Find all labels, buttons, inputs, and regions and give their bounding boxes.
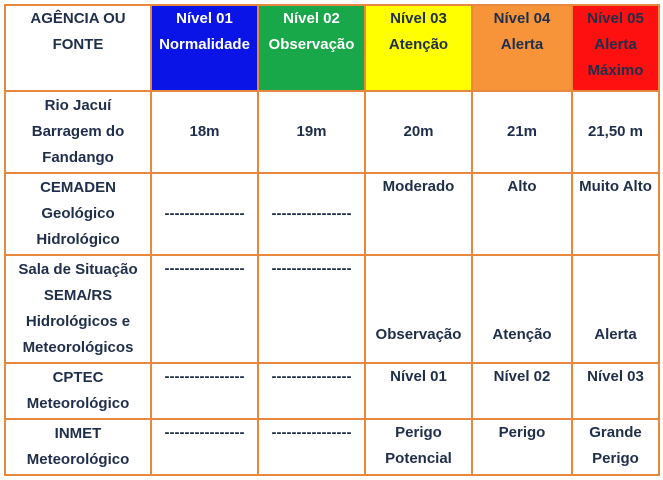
level-01-title: Nível 01 (176, 10, 233, 27)
level-05-label: Alerta (594, 36, 637, 53)
level-03-title: Nível 03 (390, 10, 447, 27)
agency-line: Geológico (41, 205, 115, 222)
level-03-header (365, 5, 472, 91)
level-03-cell: Nível 01 (365, 363, 472, 419)
header-row (5, 5, 659, 91)
table-row (5, 363, 659, 419)
agency-line: Barragem do (31, 123, 125, 140)
agency-header-line: FONTE (52, 36, 104, 53)
level-04-cell: Atenção (472, 255, 572, 363)
agency-line: Meteorológico (26, 395, 130, 412)
level-02-header (258, 5, 365, 91)
level-04-cell: 21m (472, 91, 572, 173)
level-05-cell: Muito Alto (572, 173, 659, 255)
level-05-cell (572, 419, 659, 475)
level-05-cell: Alerta (572, 255, 659, 363)
cell-line: Perigo (592, 450, 639, 467)
level-02-title: Nível 02 (283, 10, 340, 27)
level-02-cell: ---------------- (258, 363, 365, 419)
agency-cell (5, 91, 151, 173)
level-04-title: Nível 04 (493, 10, 551, 27)
agency-line: Fandango (42, 149, 114, 166)
agency-line: CPTEC (52, 369, 104, 386)
table-row (5, 255, 659, 363)
agency-line: Rio Jacuí (44, 97, 112, 114)
level-02-cell: 19m (258, 91, 365, 173)
agency-cell (5, 363, 151, 419)
level-01-cell: ---------------- (151, 419, 258, 475)
level-04-label: Alerta (500, 36, 544, 53)
level-04-cell: Alto (472, 173, 572, 255)
table-row (5, 173, 659, 255)
level-01-cell: ---------------- (151, 363, 258, 419)
level-05-cell: 21,50 m (572, 91, 659, 173)
level-03-cell: Moderado (365, 173, 472, 255)
alert-levels-table (4, 4, 660, 476)
level-02-cell: ---------------- (258, 419, 365, 475)
agency-line: Hidrológicos e (25, 313, 131, 330)
level-01-cell: ---------------- (151, 255, 258, 363)
agency-line: Sala de Situação (18, 261, 138, 278)
level-04-cell: Nível 02 (472, 363, 572, 419)
agency-cell (5, 419, 151, 475)
level-01-label: Normalidade (159, 36, 250, 53)
level-05-header (572, 5, 659, 91)
level-05-cell: Nível 03 (572, 363, 659, 419)
cell-line: Potencial (385, 450, 452, 467)
level-01-cell: ---------------- (151, 173, 258, 255)
level-04-header (472, 5, 572, 91)
level-02-cell: ---------------- (258, 173, 365, 255)
agency-line: Meteorológicos (22, 339, 134, 356)
agency-cell (5, 173, 151, 255)
level-02-label: Observação (268, 36, 355, 53)
level-05-label: Máximo (587, 62, 644, 79)
level-05-title: Nível 05 (587, 10, 644, 27)
agency-line: Meteorológico (26, 451, 130, 468)
cell-line: Grande (589, 424, 642, 441)
agency-line: CEMADEN (40, 179, 116, 196)
level-03-cell (365, 419, 472, 475)
level-02-cell: ---------------- (258, 255, 365, 363)
agency-line: SEMA/RS (43, 287, 113, 304)
level-03-cell: Observação (365, 255, 472, 363)
agency-header (5, 5, 151, 91)
table-row (5, 91, 659, 173)
level-03-cell: 20m (365, 91, 472, 173)
level-03-label: Atenção (388, 36, 449, 53)
agency-header-line: AGÊNCIA OU (30, 10, 126, 27)
table-row (5, 419, 659, 475)
level-01-cell: 18m (151, 91, 258, 173)
agency-line: Hidrológico (36, 231, 120, 248)
agency-cell (5, 255, 151, 363)
cell-line: Perigo (395, 424, 442, 441)
level-04-cell: Perigo (472, 419, 572, 475)
agency-line: INMET (54, 425, 102, 442)
level-01-header (151, 5, 258, 91)
